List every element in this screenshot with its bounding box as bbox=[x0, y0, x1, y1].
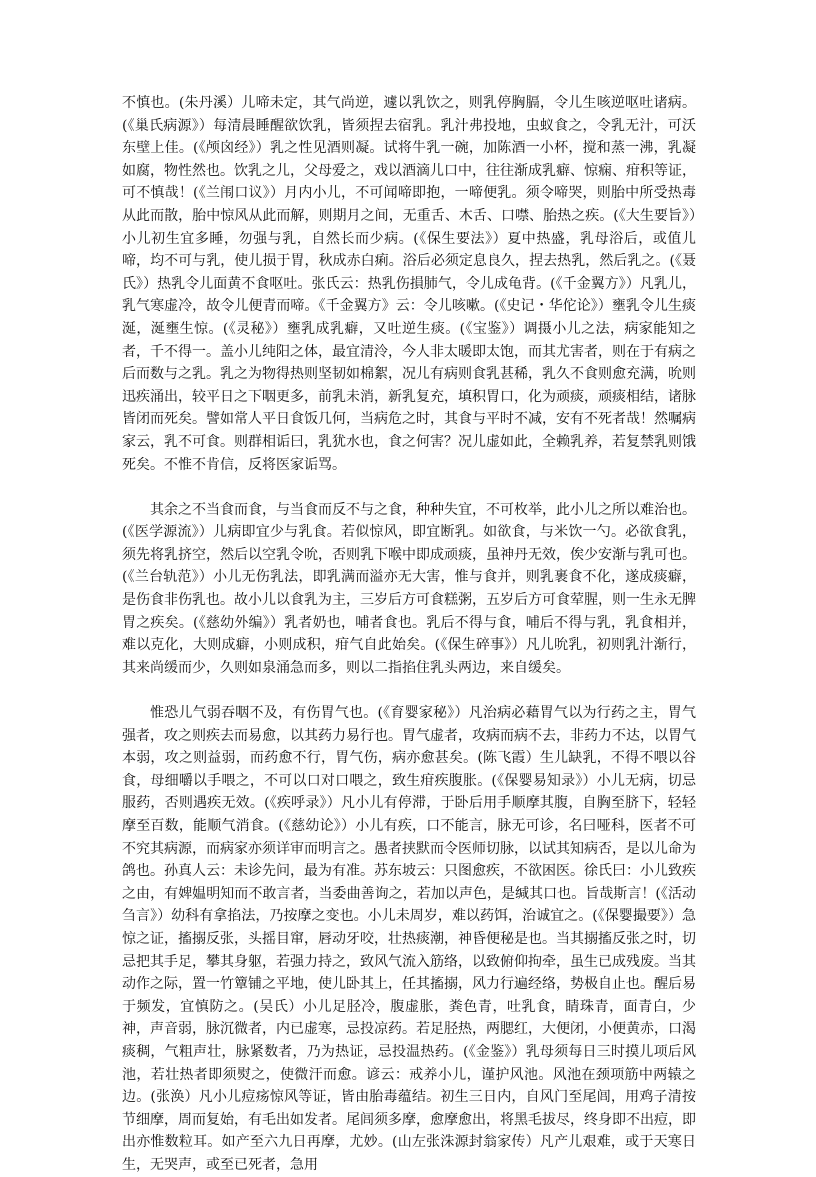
paragraph-3: 惟恐儿气弱吞咽不及，有伤胃气也。(《育婴家秘》）凡治病必藉胃气以为行药之主，胃气强者，攻之则疾去而易愈，以其药力易行也。胃气虚者，攻病而病不去，非药力不达，以胃气本弱，攻之则益弱，而药愈不行，胃气伤，病亦愈甚矣。(陈飞霞）生儿缺乳，不得不喂以谷食，母细嚼以手喂之，不可以口对口喂之，致生疳疾腹胀。(《保婴易知录》）小儿无病，切忌服药，否则遇疾无效。(《疾呼录》）凡小儿有停滞，于卧后用手顺摩其腹，自胸至脐下，轻轻摩至百数，能顺气消食。(《慈幼论》）小儿有疾，口不能言，脉无可诊，名曰哑科，医者不可不究其病源，而病家亦须详审而明言之。愚者挟默而令医师切脉，以试其知病否，是以儿命为鸽也。孙真人云：未诊先问，最为有准。苏东坡云：只图愈疾，不欲困医。徐氏曰：小儿致疾之由，有婢媪明知而不敢言者，当委曲善询之，若加以声色，是缄其口也。旨哉斯言！(《活动刍言》）幼科有拿掐法，乃按摩之变也。小儿未周岁，难以药饵，治诚宜之。(《保婴撮要》）急惊之证，搐搦反张，头摇目窜，唇动牙咬，壮热痰潮，神昏便秘是也。当其搦搐反张之时，切忌把其手足，攀其身躯，若强力持之，致风气流入筋络，以致俯仰拘牵，虽生已成残废。当其动作之际，置一竹簟铺之平地，使儿卧其上，任其搐搦，风力行遍经络，势极自止也。醒后易于频发，宜慎防之。(吴氏）小儿足胫冷，腹虚胀，粪色青，吐乳食，睛珠青，面青白，少神，声音弱，脉沉微者，内已虚寒，忌投凉药。若足胫热，两腮红，大便闭，小便黄赤，口渴痰稠，气粗声壮，脉紧数者，乃为热证，忌投温热药。(《金鉴》）乳母须每日三时摸儿项后风池，若壮热者即须熨之，使微汗而愈。谚云：戒养小儿，谨护风池。风池在颈项筋中两辕之边。(张涣）凡小儿痘疡惊风等证，皆由胎毒蕴结。初生三日内，自风门至尾闾，用鸡子清按节细摩，周而复始，有毛出如发者。尾闾须多摩，愈摩愈出，将黑毛拔尽，终身即不出痘，即出亦惟数粒耳。如产至六九日再摩，尤妙。(山左张洙源封翁家传）凡产儿艰难，或于天寒日生，无哭声，或至已死者，急用 bbox=[122, 705, 696, 1173]
paragraph-spacer bbox=[122, 476, 696, 499]
paragraph-spacer bbox=[122, 679, 696, 702]
paragraph-1: 不慎也。(朱丹溪）儿啼未定，其气尚逆，遽以乳饮之，则乳停胸膈，令儿生咳逆呕吐诸病。(《巢氏病源》）每清晨睡醒欲饮乳，皆须捏去宿乳。乳汁弗投地，虫蚁食之，令乳无汁，可沃东壁上佳。(《颅囟经》）乳之性见酒则凝。试将牛乳一碗，加陈酒一小杯，搅和蒸一沸，乳凝如腐，物性然也。饮乳之儿，父母爱之，戏以酒滴儿口中，往往渐成乳癖、惊痫、疳积等证，可不慎哉！(《兰闱口议》）月内小儿，不可闻啼即抱，一啼便乳。须令啼哭，则胎中所受热毒从此而散，胎中惊风从此而解，则期月之间，无重舌、木舌、口噤、胎热之疾。(《大生要旨》）小儿初生宜多睡，勿强与乳，自然长而少病。(《保生要法》）夏中热盛，乳母浴后，或值儿啼，均不可与乳，使儿损于胃，秋成赤白痢。浴后必须定息良久，捏去热乳，然后乳之。(《聂氏》）热乳令儿面黄不食呕吐。张氏云：热乳伤損肺气，令儿成龟背。(《千金翼方》）凡乳儿，乳气寒虚冷，故令儿便青而啼。《千金翼方》云：令儿咳嗽。(《史记・华佗论》）壅乳令儿生痰涎，涎壅生惊。(《灵秘》）壅乳成乳癖，又吐逆生痰。(《宝鉴》）调摄小儿之法，病家能知之者，千不得一。盖小儿纯阳之体，最宜清泠，今人非太暖即太饱，而其尤害者，则在于有病之后而数与之乳。乳之为物得热则坚韧如棉絮，况儿有病则食乳甚稀，乳久不食则愈充满，吮则迅疾涌出，较平日之下咽更多，前乳未消，新乳复充，填积胃口，化为顽痰，顽痰相结，诸脉皆闭而死矣。譬如常人平日食饭几何，当病危之时，其食与平时不减，安有不死者哉！然嘱病家云，乳不可食。则群相诟曰，乳犹水也，食之何害？况儿虚如此，全赖乳养，若复禁乳则饿死矣。不惟不肯信，反将医家诟骂。 bbox=[122, 95, 696, 473]
document-page bbox=[122, 92, 696, 1177]
paragraph-2: 其余之不当食而食，与当食而反不与之食，种种失宜，不可枚举，此小儿之所以难治也。(《医学源流》）儿病即宜少与乳食。若似惊风，即宜断乳。如欲食，与米饮一勺。必欲食乳，须先将乳挤空，然后以空乳令吮，否则乳下喉中即成顽痰，虽神丹无效，俟少安渐与乳可也。(《兰台轨范》）小儿无伤乳法，即乳满而溢亦无大害，惟与食并，则乳裹食不化，遂成痰癖，是伤食非伤乳也。故小儿以食乳为主，三岁后方可食糕粥，五岁后方可食荤腥，则一生永无脾胃之疾矣。(《慈幼外编》）乳者奶也，哺者食也。乳后不得与食，哺后不得与乳，乳食相并，难以克化，大则成癖，小则成积，疳气自此始矣。(《保生碎事》）凡儿吮乳，初则乳汁渐行，其来尚缓而少，久则如泉涌急而多，则以二指掐住乳头两边，来自缓矣。 bbox=[122, 501, 696, 676]
